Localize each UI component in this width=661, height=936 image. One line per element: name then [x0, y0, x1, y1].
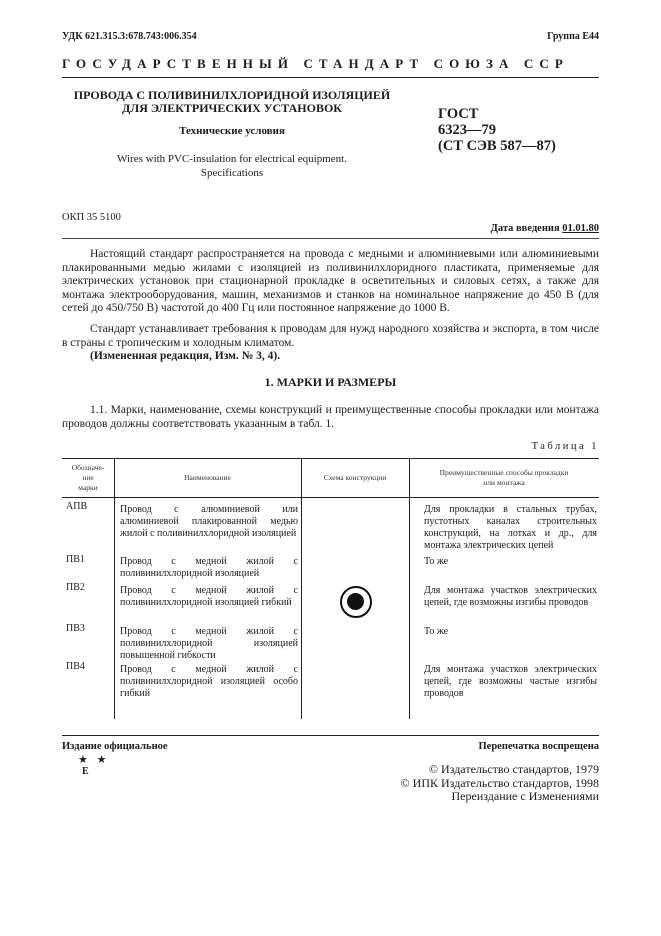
paragraph-requirements: Стандарт устанавливает требования к проводам для нужд народного хозяйства и экспорта, в том числе в страны с тропическим и холодным климатом. — [62, 323, 599, 349]
row-pv1-usage: То же — [424, 556, 449, 567]
wire-grades-table — [62, 458, 599, 719]
table-label: Таблица 1 — [531, 441, 599, 452]
header-usage — [409, 458, 599, 497]
gost-label: ГОСТ — [438, 106, 479, 122]
footer-divider — [62, 735, 599, 736]
stars-mark: ★ ★ — [78, 754, 110, 766]
group-code: Группа Е44 — [547, 31, 599, 42]
table-column-divider — [301, 458, 302, 719]
paragraph-amendment-note: (Измененная редакция, Изм. № 3, 4). — [90, 350, 281, 362]
introduction-date-value: 01.01.80 — [562, 223, 599, 234]
copyright-1979: © Издательство стандартов, 1979 — [428, 762, 599, 776]
table-column-divider — [409, 458, 410, 719]
row-pv3-usage: То же — [424, 626, 449, 637]
row-pv3-name: Провод с медной жилой с поливинилхлоридной изоляцией повышенной гибкости — [120, 626, 298, 661]
row-pv2-name: Провод с медной жилой с поливинилхлоридной изоляцией гибкий — [120, 585, 298, 608]
e-mark: Е — [82, 766, 89, 777]
reprint-prohibited-label: Перепечатка воспрещена — [478, 741, 599, 752]
document-subtitle: Технические условия — [179, 125, 285, 137]
row-pv1-code: ПВ1 — [66, 554, 85, 565]
reissue-note: Переиздание с Изменениями — [451, 789, 599, 803]
header-usage-line-2: или монтажа — [483, 477, 525, 487]
header-code-line-3: марки — [78, 482, 98, 492]
row-apv-code: АПВ — [66, 501, 88, 512]
gost-number — [438, 106, 556, 154]
header-code-line-1: Обозначе- — [71, 462, 105, 472]
header-divider — [62, 77, 599, 78]
gost-code: 6323—79 — [438, 122, 496, 138]
english-title — [62, 152, 402, 180]
row-pv2-code: ПВ2 — [66, 582, 85, 593]
okp-code: ОКП 35 5100 — [62, 212, 121, 223]
st-sev-code: (СТ СЭВ 587—87) — [438, 138, 556, 154]
row-pv4-name: Провод с медной жилой с поливинилхлоридной изоляцией особо гибкий — [120, 664, 298, 699]
udk-code: УДК 621.315.3:678.743:006.354 — [62, 31, 197, 42]
copyright-1998: © ИПК Издательство стандартов, 1998 — [400, 776, 599, 790]
header-code — [62, 458, 114, 497]
row-pv2-usage: Для монтажа участков электрических цепей, где возможны изгибы проводов — [424, 585, 597, 608]
header-name: Наименование — [184, 472, 231, 482]
table-column-divider — [114, 458, 115, 719]
english-title-line-2: Specifications — [200, 167, 264, 179]
gov-standard-banner: ГОСУДАРСТВЕННЫЙ СТАНДАРТ СОЮЗА ССР — [62, 56, 569, 71]
header-code-line-2: ние — [82, 472, 94, 482]
table-header-border — [62, 497, 599, 498]
section-title: 1. МАРКИ И РАЗМЕРЫ — [264, 375, 397, 389]
wire-core-icon — [347, 593, 364, 610]
row-apv-name: Провод с алюминиевой или алюминиевой плакированной медью жилой с поливинилхлоридной изоляцией — [120, 504, 298, 539]
title-line-2: ДЛЯ ЭЛЕКТРИЧЕСКИХ УСТАНОВОК — [122, 101, 342, 115]
row-pv1-name: Провод с медной жилой с поливинилхлоридной изоляцией — [120, 556, 298, 579]
document-title — [62, 89, 402, 115]
introduction-date — [491, 223, 599, 234]
row-pv3-code: ПВ3 — [66, 623, 85, 634]
header-usage-line-1: Преимущественные способы прокладки — [439, 467, 569, 477]
header-scheme: Схема конструкции — [323, 472, 387, 482]
row-apv-usage: Для прокладки в стальных трубах, пустотных каналах строительных конструкций, на лотках и др., для монтажа электрических цепей — [424, 504, 597, 551]
row-pv4-usage: Для монтажа участков электрических цепей, где возможны частые изгибы проводов — [424, 664, 597, 699]
date-divider — [62, 238, 599, 239]
english-title-line-1: Wires with PVC-insulation for electrical equipment. — [117, 153, 347, 165]
title-line-1: ПРОВОДА С ПОЛИВИНИЛХЛОРИДНОЙ ИЗОЛЯЦИЕЙ — [73, 88, 391, 102]
introduction-date-label: Дата введения — [490, 223, 563, 234]
paragraph-clause-1-1: 1.1. Марки, наименование, схемы конструкций и преимущественные способы прокладки или монтажа проводов должны соответствовать указанным в табл. 1. — [62, 404, 599, 430]
official-edition-label: Издание официальное — [62, 741, 168, 752]
wire-cross-section-icon — [340, 586, 372, 618]
paragraph-scope: Настоящий стандарт распространяется на провода с медными и алюминиевыми или алюминиевыми плакированными медью жилами с изоляцией из поливинилхлоридного пластиката, применяемые для электрических установок при стационарной прокладке в осветительных и силовых сетях, а также для монтажа электрооборудования, машин, механизмов и станков на номинальное напряжение до 450 В (для сетей до 450/750 В) частотой до 400 Гц или постоянное напряжение до 1000 В. — [62, 248, 599, 314]
row-pv4-code: ПВ4 — [66, 661, 85, 672]
